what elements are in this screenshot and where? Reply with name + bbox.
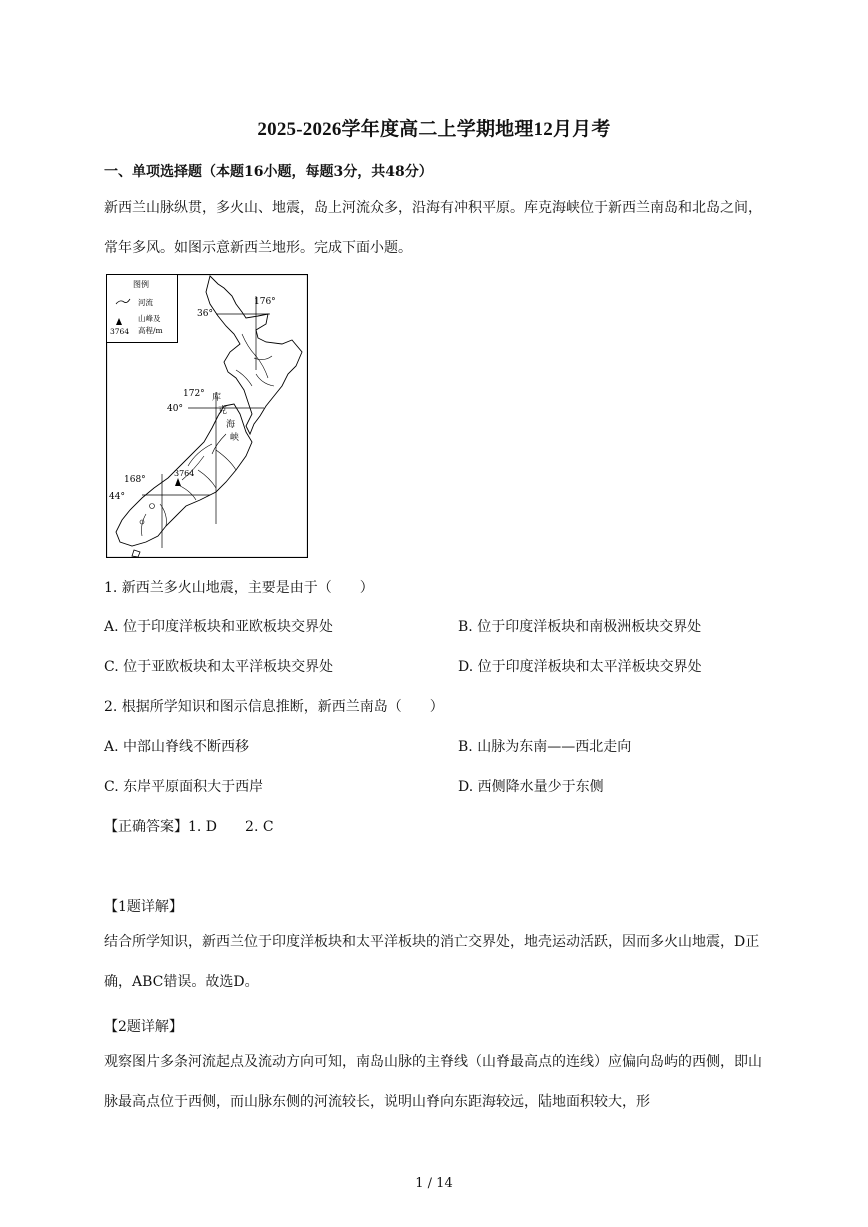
legend-peak-value: 3764	[110, 327, 130, 336]
detail-1-text: 结合所学知识，新西兰位于印度洋板块和太平洋板块的消亡交界处，地壳运动活跃，因而多火山地震，D正确，ABC错误。故选D。	[104, 934, 760, 990]
legend-peak-label: 山峰及	[138, 314, 161, 323]
new-zealand-map	[106, 274, 308, 558]
question-2-option-b[interactable]: B. 山脉为东南——西北走向	[458, 739, 632, 755]
question-2-option-d[interactable]: D. 西侧降水量少于东侧	[458, 779, 604, 795]
strait-label-3: 海	[226, 420, 236, 430]
strait-label-1: 库	[212, 393, 222, 403]
strait-label-2: 克	[218, 406, 228, 416]
label-lon-172: 172°	[183, 389, 205, 399]
question-2-option-c[interactable]: C. 东岸平原面积大于西岸	[104, 779, 264, 795]
label-lat-36: 36°	[197, 309, 213, 319]
label-lat-40: 40°	[167, 404, 183, 414]
label-lon-176: 176°	[254, 297, 276, 307]
detail-1-heading: 【1题详解】	[104, 899, 183, 915]
peak-elevation: 3764	[174, 469, 195, 478]
question-1-stem: 1. 新西兰多火山地震，主要是由于（ ）	[104, 580, 374, 596]
answer-line: 【正确答案】1. D 2. C	[104, 819, 274, 835]
detail-2-text: 观察图片多条河流起点及流动方向可知，南岛山脉的主脊线（山脊最高点的连线）应偏向岛屿的西侧，即山脉最高点位于西侧，而山脉东侧的河流较长，说明山脊向东距海较远，陆地面积较大，形	[104, 1054, 762, 1110]
detail-2-heading: 【2题详解】	[104, 1019, 183, 1035]
label-lat-44: 44°	[109, 492, 125, 502]
legend-river-label: 河流	[138, 298, 153, 307]
legend-peak-label2: 高程/m	[138, 326, 163, 335]
question-1-option-b[interactable]: B. 位于印度洋板块和南极洲板块交界处	[458, 619, 702, 635]
strait-label-4: 峡	[230, 433, 240, 443]
page-number: 1 / 14	[415, 1176, 453, 1191]
question-1-option-c[interactable]: C. 位于亚欧板块和太平洋板块交界处	[104, 659, 334, 675]
intro-paragraph: 新西兰山脉纵贯，多火山、地震，岛上河流众多，沿海有冲积平原。库克海峡位于新西兰南岛和北岛之间，常年多风。如图示意新西兰地形。完成下面小题。	[104, 200, 762, 256]
question-2-stem: 2. 根据所学知识和图示信息推断，新西兰南岛（ ）	[104, 699, 444, 715]
page-title: 2025-2026学年度高二上学期地理12月月考	[257, 119, 611, 140]
legend-title: 图例	[133, 280, 149, 289]
label-lon-168: 168°	[124, 475, 146, 485]
question-2-option-a[interactable]: A. 中部山脊线不断西移	[104, 739, 250, 755]
question-1-option-a[interactable]: A. 位于印度洋板块和亚欧板块交界处	[104, 619, 334, 635]
question-1-option-d[interactable]: D. 位于印度洋板块和太平洋板块交界处	[458, 659, 702, 675]
section-heading: 一、单项选择题（本题16小题，每题3分，共48分）	[104, 164, 433, 180]
